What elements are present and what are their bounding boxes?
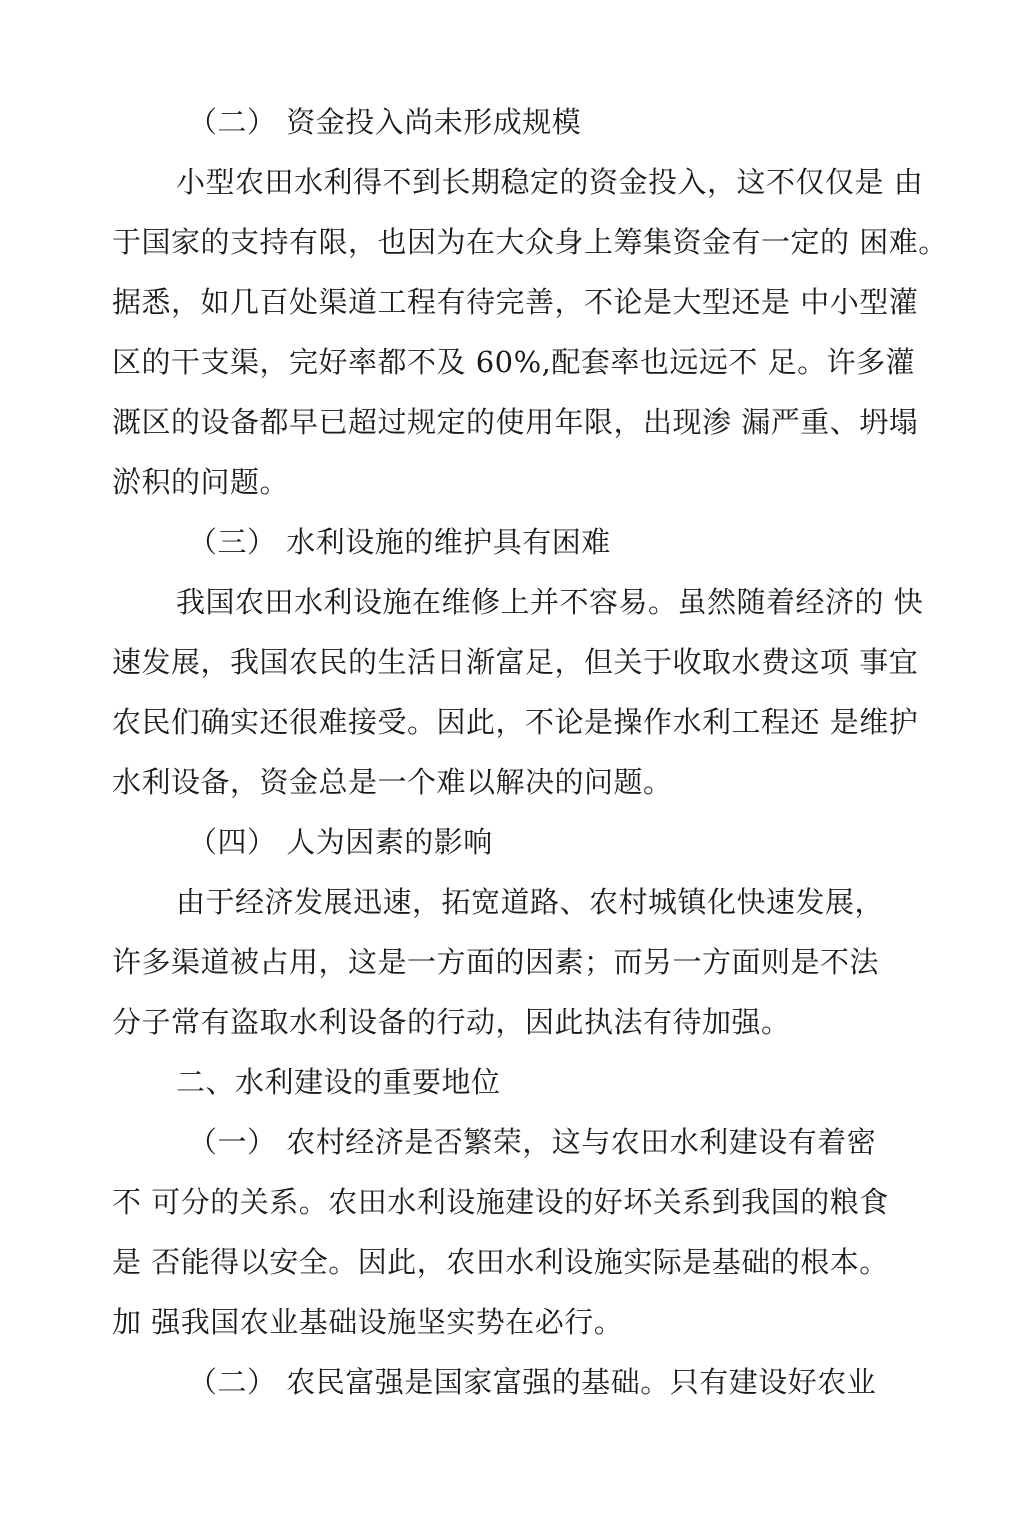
section-heading: （三） 水利设施的维护具有困难 <box>188 525 611 559</box>
paragraph-line: 水利设备，资金总是一个难以解决的问题。 <box>112 765 673 799</box>
paragraph-line: 速发展，我国农民的生活日渐富足，但关于收取水费这项 事宜 <box>112 645 919 679</box>
chapter-heading: 二、水利建设的重要地位 <box>176 1065 501 1099</box>
section-heading: （二） 农民富强是国家富强的基础。只有建设好农业 <box>188 1365 877 1399</box>
section-heading: （一） 农村经济是否繁荣，这与农田水利建设有着密 <box>188 1125 877 1159</box>
paragraph-line: 于国家的支持有限，也因为在大众身上筹集资金有一定的 困难。 <box>112 225 948 259</box>
paragraph-line: 我国农田水利设施在维修上并不容易。虽然随着经济的 快 <box>176 585 924 619</box>
paragraph-line: 据悉，如几百处渠道工程有待完善，不论是大型还是 中小型灌 <box>112 285 919 319</box>
section-heading: （四） 人为因素的影响 <box>188 825 493 859</box>
paragraph-line: 是 否能得以安全。因此，农田水利设施实际是基础的根本。 <box>112 1245 889 1279</box>
paragraph-line: 区的干支渠，完好率都不及 60%,配套率也远远不 足。许多灌 <box>112 345 916 379</box>
paragraph-line: 加 强我国农业基础设施坚实势在必行。 <box>112 1305 624 1339</box>
paragraph-line: 不 可分的关系。农田水利设施建设的好坏关系到我国的粮食 <box>112 1185 889 1219</box>
paragraph-line: 农民们确实还很难接受。因此，不论是操作水利工程还 是维护 <box>112 705 919 739</box>
section-heading: （二） 资金投入尚未形成规模 <box>188 105 582 139</box>
paragraph-line: 由于经济发展迅速，拓宽道路、农村城镇化快速发展， <box>176 885 885 919</box>
paragraph-line: 分子常有盗取水利设备的行动，因此执法有待加强。 <box>112 1005 791 1039</box>
paragraph-line: 许多渠道被占用，这是一方面的因素；而另一方面则是不法 <box>112 945 880 979</box>
paragraph-line: 溉区的设备都早已超过规定的使用年限，出现渗 漏严重、坍塌 <box>112 405 919 439</box>
paragraph-line: 小型农田水利得不到长期稳定的资金投入，这不仅仅是 由 <box>176 165 924 199</box>
paragraph-line: 淤积的问题。 <box>112 465 290 499</box>
